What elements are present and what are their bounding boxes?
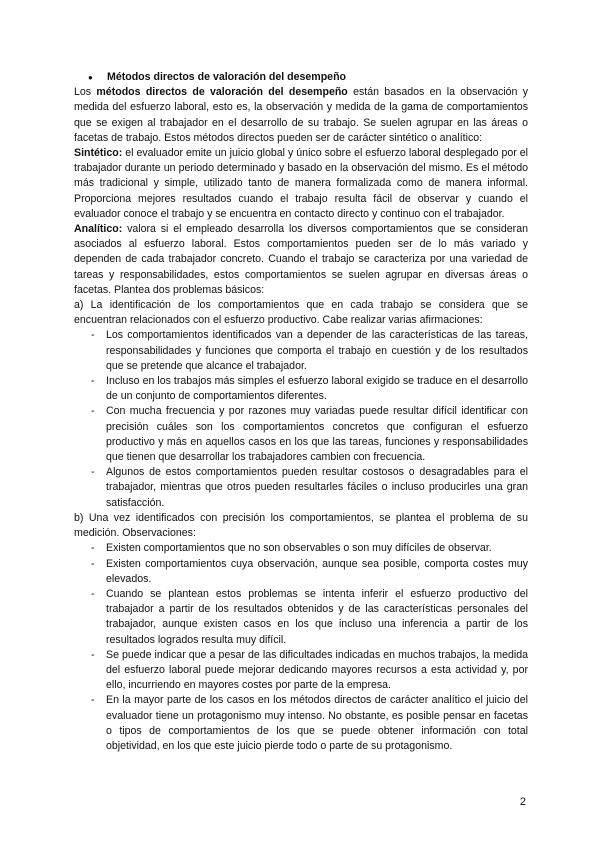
intro-rest: están basados en la observación y medida del esfuerzo laboral, esto es, la observación y medida de la gama de comportamientos que se exigen al trabajador en el desarrollo de su trabajo. Se suelen agrupar en las áreas o facetas de trabajo. Estos métodos directos pueden ser de carácter sintético o analítico: — [74, 86, 528, 144]
analitico-text: valora si el empleado desarrolla los diversos comportamientos que se consideran asociados al esfuerzo laboral. Estos comportamientos pueden ser de lo más variado y dependen de cada trabajador concreto. Cuando el trabajo se caracteriza por una variedad de tareas y responsabilidades, estos comportamientos se suelen agrupar en diversas áreas o facetas. Plantea dos problemas básicos: — [74, 223, 528, 296]
list-item: - En la mayor parte de los casos en los métodos directos de carácter analítico el juicio del evaluador tiene un protagonismo muy intenso. No obstante, es posible pensar en facetas o tipos de comportamientos de los que se puede obtener información con total objetividad, en los que este juicio pierde todo o parte de su protagonismo. — [74, 693, 528, 754]
document-page — [74, 70, 528, 754]
sintetico-text: el evaluador emite un juicio global y único sobre el esfuerzo laboral desplegado por el trabajador durante un periodo determinado y basado en la observación del mismo. Es el método más tradicional y simple, utilizado tanto de manera formalizada como de manera informal. Proporciona mejores resultados cuando el trabajo resulta fácil de observar y cuando el evaluador conoce el trabajo y se encuentra en contacto directo y continuo con el trabajador. — [74, 147, 528, 220]
list-item: - Se puede indicar que a pesar de las dificultades indicadas en muchos trabajos, la medida del esfuerzo laboral puede mejorar dedicando mayores recursos a esta actividad y, por ello, incurriendo en mayores costes por parte de la empresa. — [74, 648, 528, 694]
intro-paragraph — [74, 85, 528, 146]
list-item: - Los comportamientos identificados van a depender de las características de las tareas, responsabilidades y funciones que comporta el trabajo en cuestión y de los resultados que se pretende que alcance el trabajador. — [74, 328, 528, 374]
problem-a-list — [74, 328, 528, 510]
problem-b-paragraph: b) Una vez identificados con precisión los comportamientos, se plantea el problema de su medición. Observaciones: — [74, 511, 528, 540]
section-heading-text: Métodos directos de valoración del desempeño — [107, 71, 347, 83]
bullet-icon: ● — [88, 73, 93, 82]
intro-lead: Los — [74, 86, 97, 99]
sintetico-term: Sintético: — [74, 147, 123, 160]
section-heading — [74, 70, 528, 85]
list-item: - Existen comportamientos que no son observables o son muy difíciles de observar. — [74, 541, 528, 556]
problem-a-paragraph: a) La identificación de los comportamientos que en cada trabajo se considera que se encuentran relacionados con el esfuerzo productivo. Cabe realizar varias afirmaciones: — [74, 299, 528, 327]
page-number: 2 — [519, 796, 526, 808]
list-item: - Algunos de estos comportamientos pueden resultar costosos o desagradables para el trabajador, mientras que otros pueden resultarles fáciles o incluso producirles una gran satisfacción. — [74, 465, 528, 511]
intro-bold-term: métodos directos de valoración del desempeño — [96, 86, 348, 99]
list-item: - Cuando se plantean estos problemas se intenta inferir el esfuerzo productivo del trabajador a partir de los resultados obtenidos y de las características personales del trabajador, aunque existen casos en los que incluso una inferencia a partir de los resultados logrados resulta muy difícil. — [74, 587, 528, 648]
problem-b-list — [74, 541, 528, 754]
sintetico-paragraph — [74, 146, 528, 222]
analitico-paragraph — [74, 222, 528, 298]
analitico-term: Analítico: — [74, 223, 123, 236]
list-item: - Con mucha frecuencia y por razones muy variadas puede resultar difícil identificar con precisión cuáles son los comportamientos concretos que configuran el esfuerzo productivo y más en aquellos casos en los que las tareas, funciones y responsabilidades que tienen que desarrollar los trabajadores cambien con frecuencia. — [74, 404, 528, 465]
list-item: - Existen comportamientos cuya observación, aunque sea posible, comporta costes muy elevados. — [74, 557, 528, 587]
list-item: - Incluso en los trabajos más simples el esfuerzo laboral exigido se traduce en el desarrollo de un conjunto de comportamientos diferentes. — [74, 374, 528, 404]
